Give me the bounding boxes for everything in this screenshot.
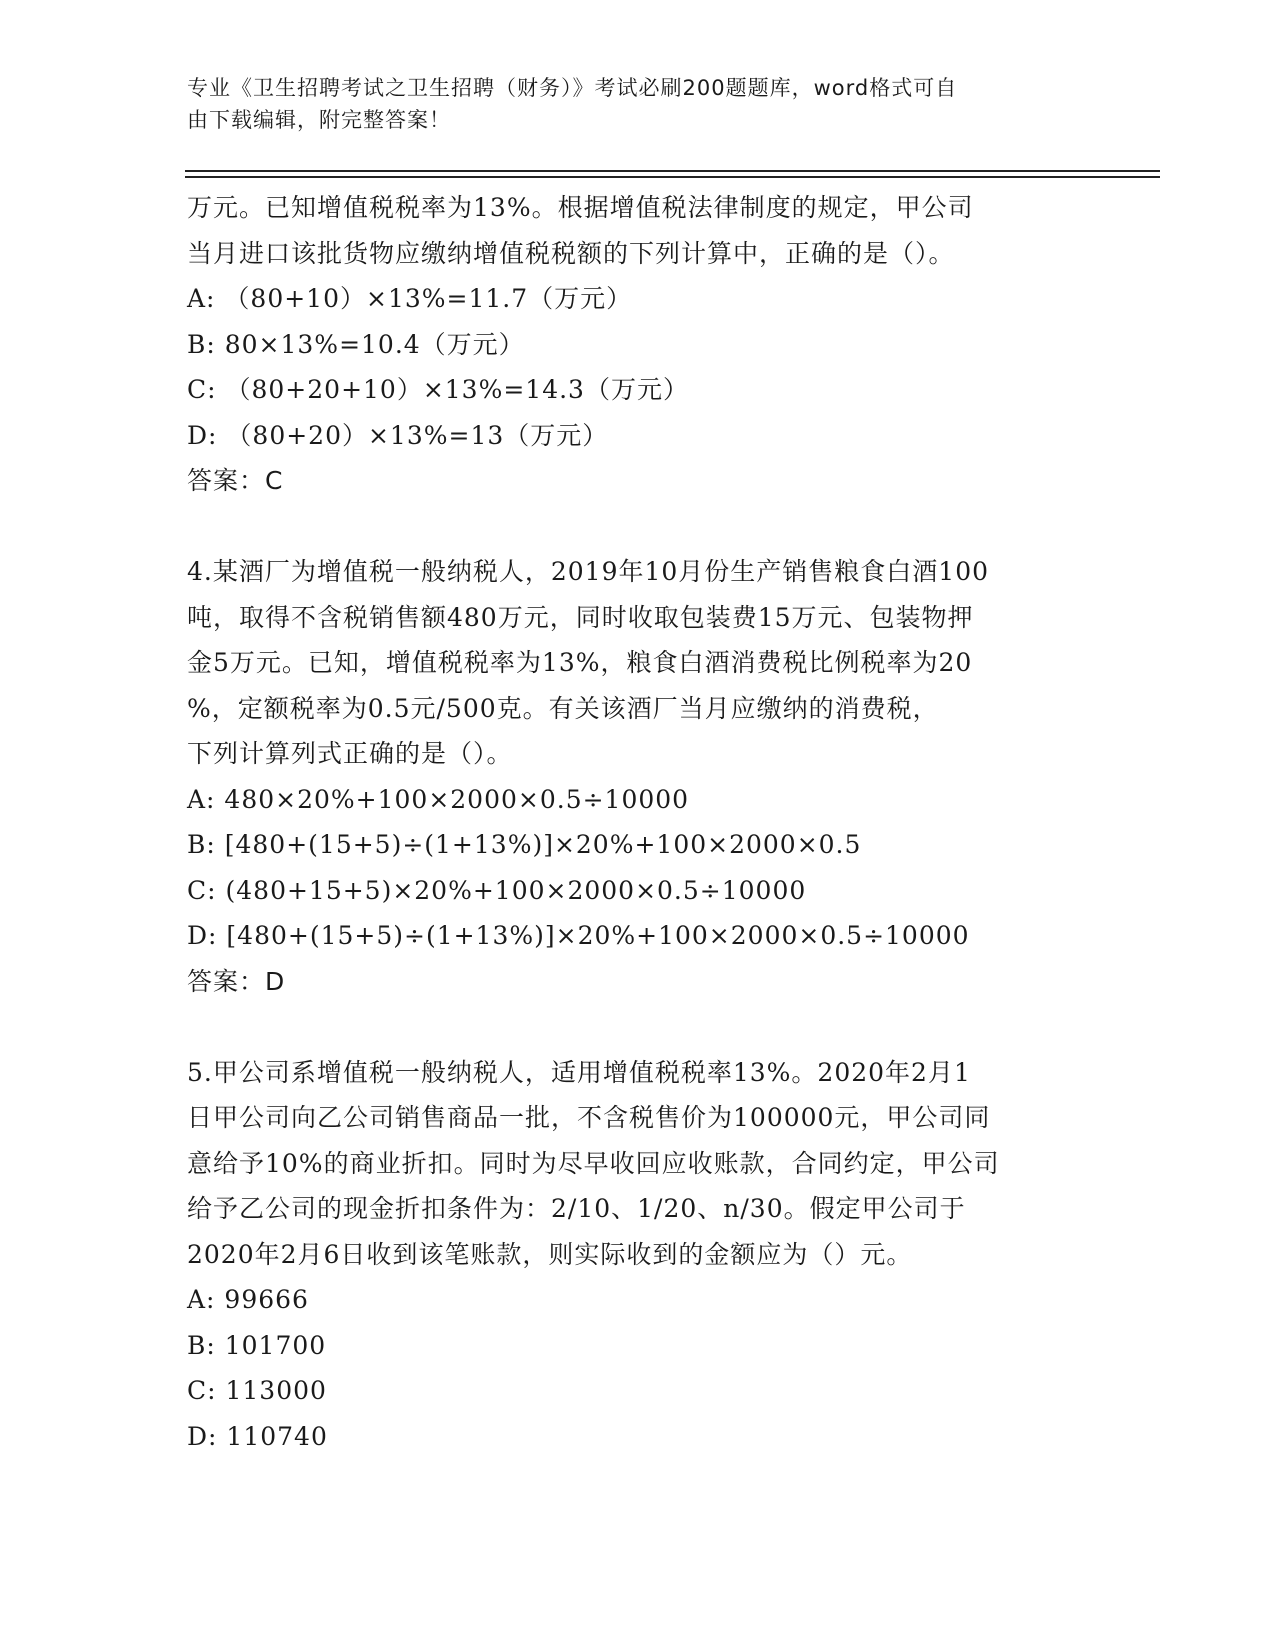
header-divider-bottom [185,176,1160,178]
option-d: D: [480+(15+5)÷(1+13%)]×20%+100×2000×0.5÷10000 [187,921,970,950]
answer-label: 答案：C [187,466,284,495]
option-a: A: 99666 [187,1285,309,1314]
question-stem-line: 金5万元。已知，增值税税率为13%，粮食白酒消费税比例税率为20 [187,648,973,677]
question-stem-line: 5.甲公司系增值税一般纳税人，适用增值税税率13%。2020年2月1 [187,1057,971,1087]
option-c: C: （80+20+10）×13%=14.3（万元） [187,375,689,404]
document-header [187,72,1087,136]
option-d: D: （80+20）×13%=13（万元） [187,420,609,450]
question-4 [187,549,1087,1004]
option-b: B: 80×13%=10.4（万元） [187,329,525,359]
question-3 [187,185,1087,504]
question-stem-line: 给予乙公司的现金折扣条件为：2/10、1/20、n/30。假定甲公司于 [187,1194,966,1223]
option-a: A: 480×20%+100×2000×0.5÷10000 [187,784,690,814]
answer-label: 答案：D [187,966,286,996]
question-stem-line: 4.某酒厂为增值税一般纳税人，2019年10月份生产销售粮食白酒100 [187,557,990,586]
question-stem-line: 日甲公司向乙公司销售商品一批，不含税售价为100000元，甲公司同 [187,1103,991,1132]
question-stem-line: %，定额税率为0.5元/500克。有关该酒厂当月应缴纳的消费税， [187,693,939,723]
question-stem-line: 当月进口该批货物应缴纳增值税税额的下列计算中，正确的是（）。 [187,238,955,268]
header-divider-top [185,170,1160,172]
question-spacer [187,1004,1087,1050]
option-b: B: 101700 [187,1330,327,1360]
option-c: C: 113000 [187,1376,327,1405]
question-spacer [187,504,1087,550]
question-stem-line: 万元。已知增值税税率为13%。根据增值税法律制度的规定，甲公司 [187,193,974,222]
question-stem-line: 意给予10%的商业折扣。同时为尽早收回应收账款，合同约定，甲公司 [187,1148,1000,1178]
question-stem-line: 2020年2月6日收到该笔账款，则实际收到的金额应为（）元。 [187,1239,913,1269]
option-b: B: [480+(15+5)÷(1+13%)]×20%+100×2000×0.5 [187,830,862,859]
option-d: D: 110740 [187,1421,328,1451]
header-title-line-2: 由下载编辑，附完整答案！ [187,108,451,132]
question-stem-line: 吨，取得不含税销售额480万元，同时收取包装费15万元、包装物押 [187,602,974,632]
question-stem-line: 下列计算列式正确的是（）。 [187,739,513,768]
document-body [187,185,1087,1459]
question-5 [187,1050,1087,1460]
header-title-line-1: 专业《卫生招聘考试之卫生招聘（财务）》考试必刷200题题库，word格式可自 [187,76,958,100]
option-a: A: （80+10）×13%=11.7（万元） [187,284,633,313]
option-c: C: (480+15+5)×20%+100×2000×0.5÷10000 [187,875,807,905]
